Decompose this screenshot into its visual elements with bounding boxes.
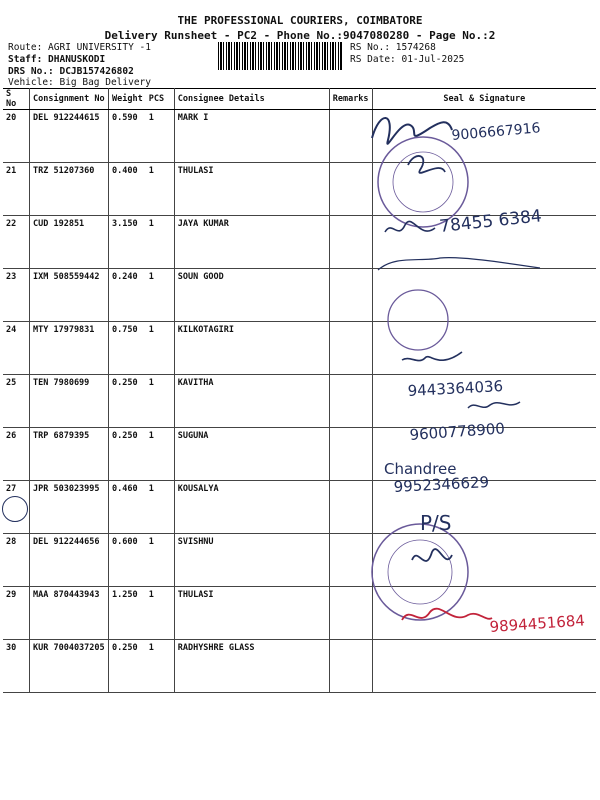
cell-consignee: KILKOTAGIRI: [174, 322, 329, 375]
cell-weight: 0.240: [109, 269, 146, 322]
cell-consignment: DEL 912244615: [30, 110, 109, 163]
cell-sno: 25: [3, 375, 30, 428]
col-consignment: Consignment No: [30, 89, 109, 110]
cell-sno: 24: [3, 322, 30, 375]
barcode-image: [218, 42, 342, 70]
cell-pcs: 1: [146, 216, 175, 269]
rs-number: RS No.: 1574268: [350, 42, 436, 53]
cell-pcs: 1: [146, 375, 175, 428]
cell-weight: 0.250: [109, 428, 146, 481]
cell-consignment: TRP 6879395: [30, 428, 109, 481]
cell-weight: 0.590: [109, 110, 146, 163]
cell-signature: [372, 216, 596, 269]
handwritten-note: 9600778900: [409, 419, 506, 444]
cell-sno: 28: [3, 534, 30, 587]
route-label: Route: AGRI UNIVERSITY -1: [8, 42, 151, 53]
cell-consignee: JAYA KUMAR: [174, 216, 329, 269]
handwritten-note: Chandree: [384, 460, 457, 478]
cell-signature: [372, 640, 596, 693]
cell-pcs: 1: [146, 322, 175, 375]
cell-signature: [372, 481, 596, 534]
cell-pcs: 1: [146, 587, 175, 640]
table-row: [3, 322, 596, 375]
handwritten-note: 9443364036: [407, 377, 504, 400]
table-row: [3, 428, 596, 481]
cell-pcs: 1: [146, 481, 175, 534]
cell-sno: 26: [3, 428, 30, 481]
cell-weight: 0.750: [109, 322, 146, 375]
handwritten-note: 9952346629: [393, 473, 490, 496]
table-row: [3, 481, 596, 534]
cell-sno: 30: [3, 640, 30, 693]
col-consignee: Consignee Details: [174, 89, 329, 110]
cell-consignee: RADHYSHRE GLASS: [174, 640, 329, 693]
cell-remarks: [329, 534, 372, 587]
cell-signature: [372, 587, 596, 640]
cell-signature: [372, 375, 596, 428]
cell-consignee: KOUSALYA: [174, 481, 329, 534]
sno-circle-mark: [2, 496, 28, 522]
cell-weight: 3.150: [109, 216, 146, 269]
vehicle-label: Vehicle: Big Bag Delivery: [8, 77, 151, 88]
cell-remarks: [329, 481, 372, 534]
table-row: [3, 110, 596, 163]
company-title: THE PROFESSIONAL COURIERS, COIMBATORE: [177, 14, 423, 27]
staff-label: Staff: DHANUSKODI: [8, 54, 106, 65]
cell-consignee: THULASI: [174, 163, 329, 216]
handwritten-note: 9006667916: [450, 120, 542, 144]
cell-remarks: [329, 110, 372, 163]
cell-remarks: [329, 428, 372, 481]
cell-consignee: SUGUNA: [174, 428, 329, 481]
table-header-row: [3, 89, 596, 110]
col-signature: Seal & Signature: [372, 89, 596, 110]
cell-pcs: 1: [146, 269, 175, 322]
cell-consignment: MTY 17979831: [30, 322, 109, 375]
cell-weight: 0.460: [109, 481, 146, 534]
cell-signature: [372, 163, 596, 216]
cell-consignment: DEL 912244656: [30, 534, 109, 587]
cell-sno: 22: [3, 216, 30, 269]
cell-signature: [372, 269, 596, 322]
runsheet-table: [3, 88, 596, 693]
cell-consignment: TEN 7980699: [30, 375, 109, 428]
drs-number: DRS No.: DCJB157426802: [8, 66, 134, 77]
cell-remarks: [329, 587, 372, 640]
cell-sno: 21: [3, 163, 30, 216]
cell-pcs: 1: [146, 428, 175, 481]
cell-consignment: KUR 7004037205: [30, 640, 109, 693]
cell-signature: [372, 322, 596, 375]
table-row: [3, 269, 596, 322]
cell-weight: 0.600: [109, 534, 146, 587]
handwritten-note: 9894451684: [489, 611, 586, 636]
cell-remarks: [329, 322, 372, 375]
cell-consignment: TRZ 51207360: [30, 163, 109, 216]
cell-weight: 0.250: [109, 375, 146, 428]
col-weight: Weight: [109, 89, 146, 110]
cell-consignment: CUD 192851: [30, 216, 109, 269]
cell-consignment: MAA 870443943: [30, 587, 109, 640]
runsheet-subtitle: Delivery Runsheet - PC2 - Phone No.:9047080280 - Page No.:2: [104, 29, 496, 42]
cell-pcs: 1: [146, 640, 175, 693]
cell-weight: 0.400: [109, 163, 146, 216]
table-row: [3, 163, 596, 216]
cell-sno: 27: [3, 481, 30, 534]
table-row: [3, 375, 596, 428]
table-row: [3, 640, 596, 693]
cell-consignee: KAVITHA: [174, 375, 329, 428]
cell-sno: 29: [3, 587, 30, 640]
cell-signature: [372, 428, 596, 481]
cell-consignee: SVISHNU: [174, 534, 329, 587]
cell-remarks: [329, 216, 372, 269]
cell-consignment: JPR 503023995: [30, 481, 109, 534]
rs-date: RS Date: 01-Jul-2025: [350, 54, 465, 65]
cell-remarks: [329, 640, 372, 693]
cell-weight: 1.250: [109, 587, 146, 640]
table-row: [3, 216, 596, 269]
cell-pcs: 1: [146, 110, 175, 163]
cell-signature: [372, 534, 596, 587]
handwritten-note: P/S: [420, 511, 452, 535]
table-row: [3, 587, 596, 640]
cell-remarks: [329, 375, 372, 428]
cell-signature: [372, 110, 596, 163]
cell-consignee: MARK I: [174, 110, 329, 163]
cell-sno: 20: [3, 110, 30, 163]
col-sno: S No: [3, 89, 30, 110]
col-remarks: Remarks: [329, 89, 372, 110]
cell-consignment: IXM 508559442: [30, 269, 109, 322]
table-row: [3, 534, 596, 587]
cell-consignee: SOUN GOOD: [174, 269, 329, 322]
col-pcs: PCS: [146, 89, 175, 110]
cell-pcs: 1: [146, 163, 175, 216]
cell-consignee: THULASI: [174, 587, 329, 640]
cell-pcs: 1: [146, 534, 175, 587]
cell-sno: 23: [3, 269, 30, 322]
cell-remarks: [329, 163, 372, 216]
handwritten-note: 78455 6384: [438, 206, 543, 237]
cell-weight: 0.250: [109, 640, 146, 693]
cell-remarks: [329, 269, 372, 322]
